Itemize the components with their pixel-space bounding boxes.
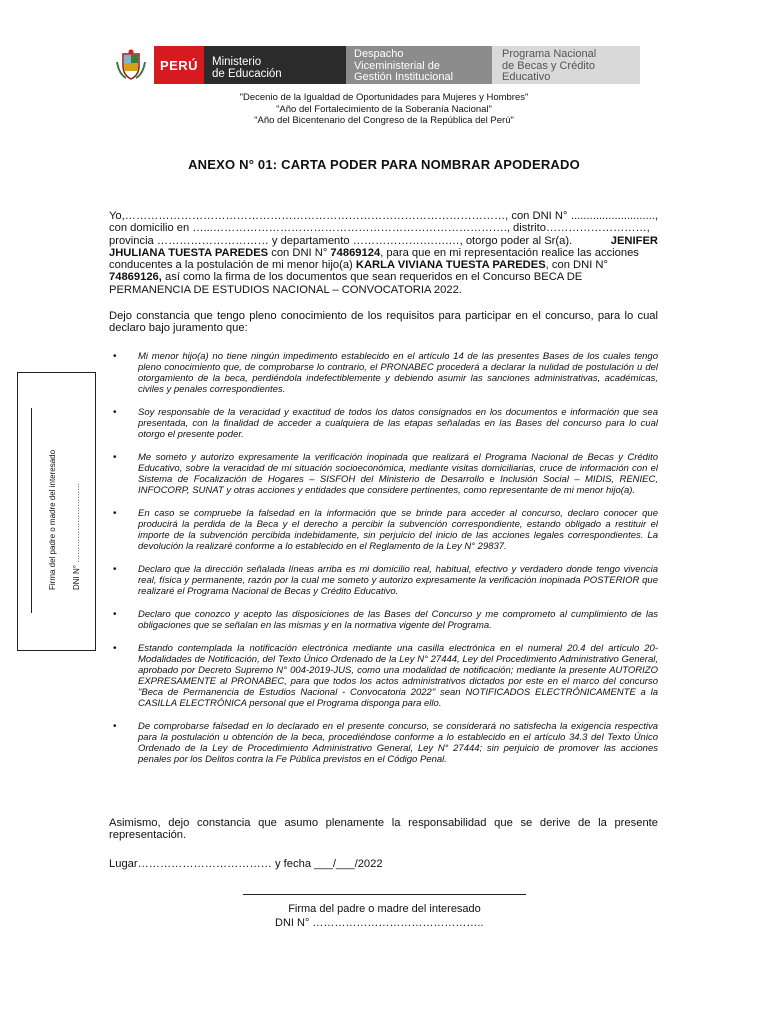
declaration-intro: Dejo constancia que tengo pleno conocimiento de los requisitos para participar en el concurso, para lo cual declaro bajo juramento que: xyxy=(109,310,658,335)
list-item: • Estando contemplada la notificación electrónica mediante una casilla electrónica en el numeral 20.4 del artículo 20- Modalidades de Notificación, del Texto Único Ordenado de la Ley N° 27444, Ley del Procedimiento Administrativo General, aprobado por Decreto Supremo N° 004-2019-JUS, como una modalidad de notificación; mediante la presente AUTORIZO EXPRESAMENTE al PRONABEC, para que todos los actos administrativos dictados por este en el marco del concurso "Beca de Permanencia de Estudios Nacional - Convocatoria 2022" sean NOTIFICADOS ELECTRÓNICAMENTE a la CASILLA ELECTRÓNICA personal que el Programa disponga para ello. xyxy=(109,643,658,709)
side-signature-label: Firma del padre o madre del interesado xyxy=(48,449,57,590)
list-item: • Mi menor hijo(a) no tiene ningún impedimento establecido en el artículo 14 de las presentes Bases de los cuales tengo pleno conocimiento que, de comprobarse lo contrario, el PRONABEC procederá a declarar la nulidad de postulación u del otorgamiento de la beca, perdiéndola indefectiblemente y debiendo asumir las sanciones administrativas, académicas, civiles y penales correspondientes. xyxy=(109,351,658,395)
signature-label: Firma del padre o madre del interesado xyxy=(288,903,481,915)
list-item: • En caso se compruebe la falsedad en la información que se brinde para acceder al concurso, declaro conocer que producirá la perdida de la Beca y el derecho a percibir la subvención correspondiente, estando obligado a restituir el importe de la subvención percibida indebidamente, sin perjuicio del inicio de las acciones legales correspondientes. La devolución la realizaré conforme a lo establecido en el Reglamento de la Ley N° 29837. xyxy=(109,508,658,552)
side-signature-line xyxy=(31,408,32,613)
despacho-viceministerial-logo: Despacho Viceministerial de Gestión Institucional xyxy=(346,46,492,84)
side-signature-dni: DNI N° ………………………… xyxy=(72,482,81,590)
list-item: • Soy responsable de la veracidad y exactitud de todos los datos consignados en los documentos e información que sea presentada, con la finalidad de acceder a cualquiera de las etapas señaladas en las Bases del concurso para lo cual otorgo el presente poder. xyxy=(109,407,658,440)
signature-line xyxy=(243,894,526,895)
ministerio-educacion-logo: Ministerio de Educación xyxy=(204,46,346,84)
motto: "Año del Fortalecimiento de la Soberanía Nacional" xyxy=(276,103,492,115)
intro-paragraph: Yo,…………………………………………………………………………………………, con DNI N° ..........................., con domicilio en …...……………………………………………………………………., distrito………………………, provincia ………………………… y departamento ……………….…….…, otorgo poder al Sr(a). JENIFER JHULIANA TUESTA PAREDES con DNI N° 74869124, para que en mi representación realice las acciones conducentes a la postulación de mi menor hijo(a) KARLA VIVIANA TUESTA PAREDES, con DNI N° 74869126, así como la firma de los documentos que sean requeridos en el Concurso BECA DE PERMANENCIA DE ESTUDIOS NACIONAL – CONVOCATORIA 2022. xyxy=(109,210,658,296)
apoderado-name: JENIFER xyxy=(610,234,658,247)
coat-of-arms-icon xyxy=(108,46,154,84)
motto: "Año del Bicentenario del Congreso de la República del Perú" xyxy=(254,115,514,126)
list-item: • Declaro que la dirección señalada líneas arriba es mi domicilio real, habitual, efectivo y verdadero donde tengo vivencia real, física y permanente, razón por la cual me someto y autorizo expresamente la verificación inopinada POSTERIOR que realizaré el Programa Nacional de Becas y Crédito Educativo. xyxy=(109,564,658,597)
list-item: • Me someto y autorizo expresamente la verificación inopinada que realizará el Programa Nacional de Becas y Crédito Educativo, sobre la veracidad de mi situación socioeconómica, mediante visitas domiciliarias, cruce de información con el Sistema de Focalización de Hogares – SISFOH del Ministerio de Desarrollo e Inclusión Social – MIDIS, RENIEC, INFOCORP, SUNAT y otras acciones y entidades que considere pertinentes, como representante de mi menor hijo(a). xyxy=(109,452,658,496)
signature-dni: DNI N° ……………………………………….. xyxy=(275,917,484,929)
place-date: Lugar……………………………… y fecha ___/___/2022 xyxy=(109,858,383,870)
page-title: ANEXO N° 01: CARTA PODER PARA NOMBRAR APODERADO xyxy=(188,157,580,172)
declaration-list xyxy=(109,351,658,765)
student-dni: 74869126, xyxy=(109,271,162,284)
motto: "Decenio de la Igualdad de Oportunidades para Mujeres y Hombres" xyxy=(239,92,529,103)
student-name: KARLA VIVIANA TUESTA PAREDES xyxy=(355,259,546,272)
list-item: • Declaro que conozco y acepto las disposiciones de las Bases del Concurso y me comprometo al cumplimiento de las obligaciones que se señalan en las mismas y en la normativa vigente del Programa. xyxy=(109,609,658,631)
pronabec-logo: Programa Nacional de Becas y Crédito Educativo xyxy=(492,46,640,84)
peru-brand: PERÚ xyxy=(154,46,204,84)
apoderado-dni: 74869124 xyxy=(330,246,381,259)
list-item: • De comprobarse falsedad en lo declarado en el presente concurso, se considerará no satisfecha la exigencia respectiva para la postulación u obtención de la beca, procediéndose conforme a lo establecido en el artículo 34.3 del Texto Único Ordenado de la Ley de Procedimiento Administrativo General, Ley N° 27444; sin perjuicio de promover las acciones penales por los Delitos contra la Fe Pública previstos en el Código Penal. xyxy=(109,721,658,765)
closing-paragraph: Asimismo, dejo constancia que asumo plenamente la responsabilidad que se derive de la presente representación. xyxy=(109,817,658,842)
header-logos xyxy=(108,46,644,84)
mottos xyxy=(0,92,768,127)
apoderado-name: JHULIANA TUESTA PAREDES xyxy=(109,246,269,259)
